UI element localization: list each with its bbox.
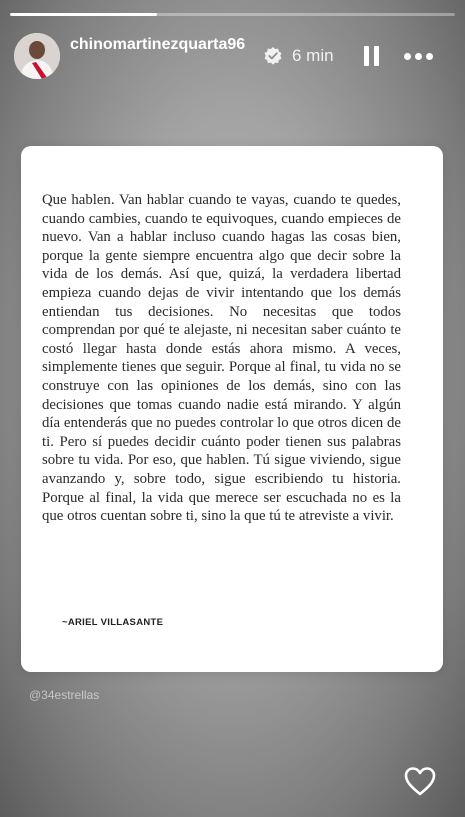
- more-options-button[interactable]: [404, 52, 436, 62]
- pause-icon: [374, 46, 379, 66]
- verified-badge-icon: [263, 46, 283, 66]
- quote-author: ~ARIEL VILLASANTE: [62, 617, 164, 628]
- pause-button[interactable]: [362, 44, 382, 68]
- avatar[interactable]: [14, 33, 60, 79]
- story-header: [14, 30, 451, 82]
- heart-icon: [403, 765, 437, 797]
- like-button[interactable]: [403, 765, 437, 797]
- username[interactable]: chinomartinezquarta96: [70, 36, 246, 53]
- quote-text: Que hablen. Van hablar cuando te vayas, cuando te quedes, cuando cambies, cuando te equivoques, cuando empieces de nuevo. Van a hablar incluso cuando hagas las cosas bien, porque la gente siempre encuentra algo que decir sobre la vida de los demás. Así que, quizá, la verdadera libertad empieza cuando dejas de vivir intentando que los demás entiendan tus decisiones. No necesitas que todos comprendan por qué te alejaste, ni necesitan saber cuánto te costó llegar hasta donde estás ahora mismo. A veces, simplemente tienes que seguir. Porque al final, tu vida no se construye con las opiniones de los demás, sino con las decisiones que tomas cuando nadie está mirando. Y algún día entenderás que no puedes controlar lo que otros dicen de ti. Pero sí puedes decidir cuánto poder tienen sus palabras sobre tu vida. Por eso, que hablen. Tú sigue viviendo, sigue avanzando y, sobre todo, sigue escribiendo tu historia. Porque al final, la vida que merece ser escuchada no es la que otros cuentan sobre ti, sino la que tú te atreviste a vivir.: [42, 192, 401, 525]
- more-options-icon: [415, 53, 422, 60]
- more-options-icon: [404, 53, 411, 60]
- pause-icon: [364, 46, 369, 66]
- story-timestamp: 6 min: [292, 46, 334, 65]
- more-options-icon: [426, 53, 433, 60]
- watermark: @34estrellas: [29, 688, 100, 702]
- story-progress-bar: [10, 13, 455, 16]
- story-progress-fill: [10, 13, 157, 16]
